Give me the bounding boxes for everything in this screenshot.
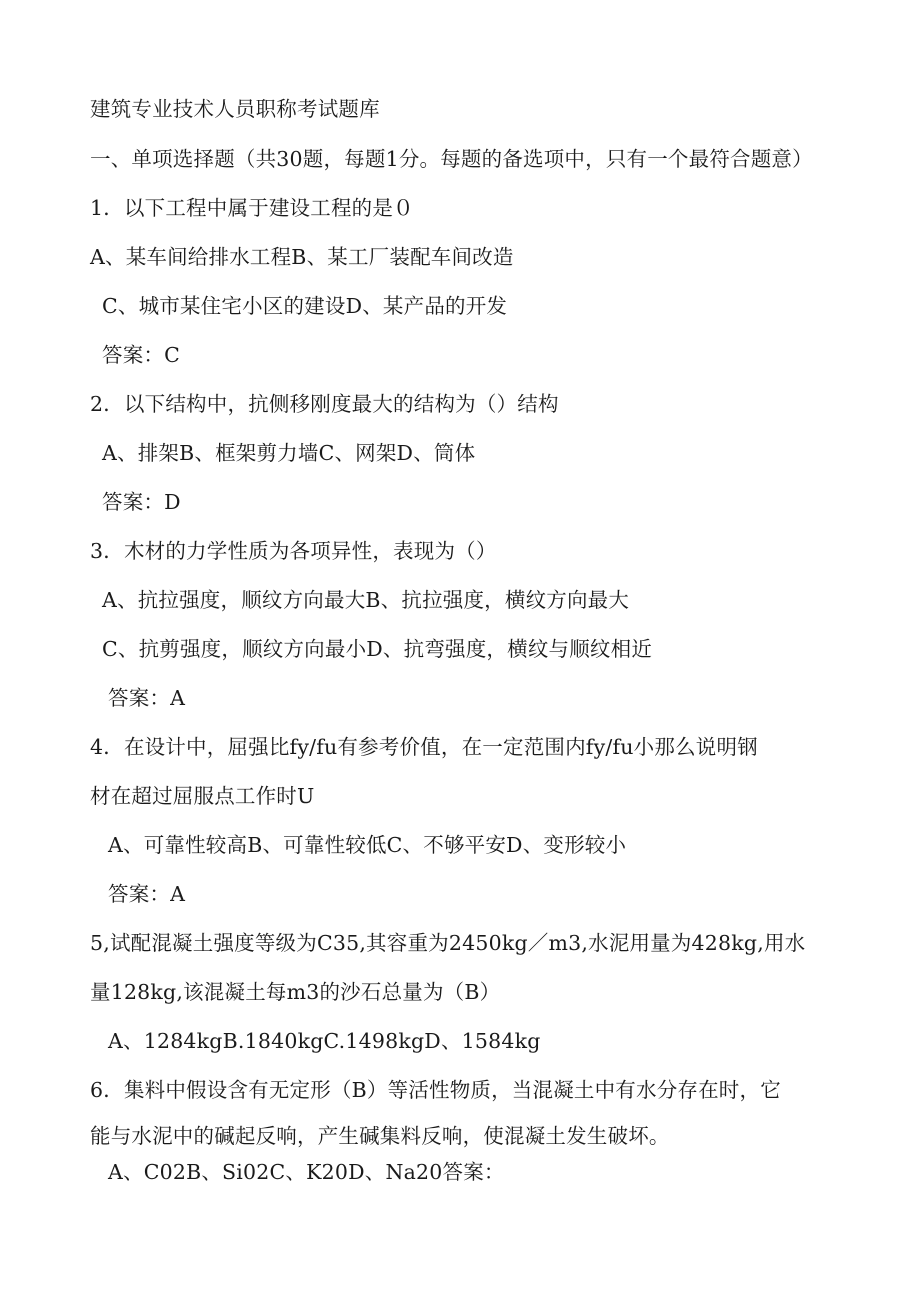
question-1-option-line-1: A、某车间给排水工程B、某工厂装配车间改造 [90, 245, 514, 269]
question-6-stem-line-2: 能与水泥中的碱起反响，产生碱集料反响，使混凝土发生破坏。 [90, 1124, 670, 1148]
section-heading: 一、单项选择题（共30题，每题1分。每题的备选项中，只有一个最符合题意） [90, 147, 813, 171]
question-3-option-line-1: A、抗拉强度，顺纹方向最大B、抗拉强度，横纹方向最大 [102, 588, 630, 612]
question-5-stem-line-1: 5,试配混凝土强度等级为C35,其容重为2450kg／m3,水泥用量为428kg,用水 [90, 931, 806, 955]
document-title: 建筑专业技术人员职称考试题库 [90, 97, 380, 121]
question-6-option-line-1: A、C02B、Si02C、K20D、Na20答案： [108, 1160, 505, 1184]
question-1-answer: 答案：C [102, 343, 180, 367]
question-1-stem: 1．以下工程中属于建设工程的是０ [90, 196, 414, 220]
question-3-option-line-2: C、抗剪强度，顺纹方向最小D、抗弯强度，横纹与顺纹相近 [102, 637, 653, 661]
question-4-answer: 答案：A [108, 882, 186, 906]
question-5-stem-line-2: 量128kg,该混凝土每m3的沙石总量为（B） [90, 980, 501, 1004]
question-3-stem: 3．木材的力学性质为各项异性，表现为（） [90, 539, 497, 563]
question-3-answer: 答案：A [108, 686, 186, 710]
question-4-stem-line-2: 材在超过屈服点工作时U [90, 784, 315, 808]
question-4-option-line-1: A、可靠性较高B、可靠性较低C、不够平安D、变形较小 [108, 833, 627, 857]
question-2-answer: 答案：D [102, 490, 181, 514]
question-1-option-line-2: C、城市某住宅小区的建设D、某产品的开发 [102, 294, 508, 318]
question-4-stem-line-1: 4．在设计中，屈强比fy/fu有参考价值，在一定范围内fy/fu小那么说明钢 [90, 735, 758, 759]
question-2-option-line-1: A、排架B、框架剪力墙C、网架D、筒体 [102, 441, 476, 465]
question-6-stem-line-1: 6．集料中假设含有无定形（B）等活性物质，当混凝土中有水分存在时，它 [90, 1078, 781, 1102]
question-5-option-line-1: A、1284kgB.1840kgC.1498kgD、1584kg [108, 1029, 541, 1053]
question-2-stem: 2．以下结构中，抗侧移刚度最大的结构为（）结构 [90, 392, 559, 416]
